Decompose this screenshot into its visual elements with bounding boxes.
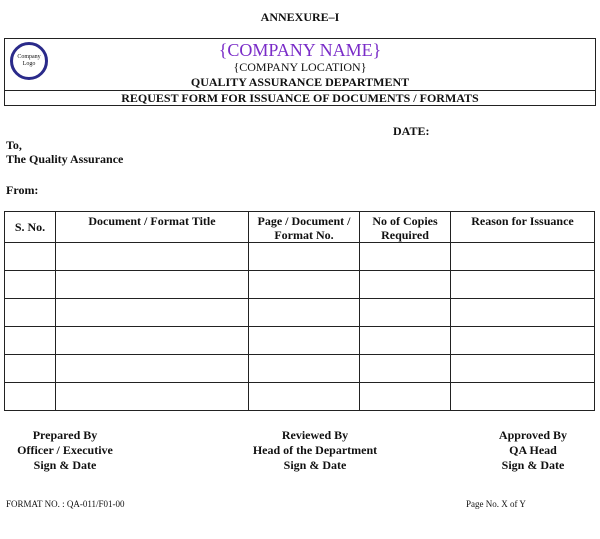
column-header-page-format-no — [249, 212, 360, 243]
table-row — [5, 299, 595, 327]
company-location: {COMPANY LOCATION} — [233, 60, 367, 74]
table-header-row — [5, 212, 595, 243]
table-cell[interactable] — [56, 327, 249, 355]
table-cell[interactable] — [360, 383, 451, 411]
table-cell[interactable] — [5, 271, 56, 299]
signature-sign-date: Sign & Date — [501, 458, 565, 472]
table-cell[interactable] — [360, 327, 451, 355]
signature-sign-date: Sign & Date — [283, 458, 347, 472]
documents-table — [4, 211, 595, 411]
signature-approved-by — [468, 428, 598, 473]
table-cell[interactable] — [56, 243, 249, 271]
logo-text-line2: Logo — [22, 61, 36, 67]
header-box — [4, 38, 596, 106]
table-cell[interactable] — [56, 299, 249, 327]
department-name: QUALITY ASSURANCE DEPARTMENT — [190, 75, 410, 89]
header-text-line1: Page / Document / — [257, 214, 351, 228]
column-header-copies — [360, 212, 451, 243]
table-cell[interactable] — [249, 299, 360, 327]
table-cell[interactable] — [360, 299, 451, 327]
header-text-line1: No of Copies — [372, 214, 438, 228]
table-cell[interactable] — [56, 355, 249, 383]
column-header-title — [56, 212, 249, 243]
table-cell[interactable] — [360, 355, 451, 383]
table-cell[interactable] — [5, 299, 56, 327]
format-number: FORMAT NO. : QA-011/F01-00 — [6, 499, 125, 509]
table-row — [5, 243, 595, 271]
table-cell[interactable] — [249, 383, 360, 411]
signature-title: Reviewed By — [281, 428, 349, 442]
signature-title: Prepared By — [32, 428, 98, 442]
table-cell[interactable] — [56, 271, 249, 299]
date-label: DATE: — [393, 124, 430, 138]
to-label: To, — [6, 138, 22, 152]
table-cell[interactable] — [451, 299, 595, 327]
table-row — [5, 383, 595, 411]
form-title: REQUEST FORM FOR ISSUANCE OF DOCUMENTS / FORMATS — [121, 91, 479, 105]
table-row — [5, 271, 595, 299]
column-header-sno — [5, 212, 56, 243]
signature-role: Head of the Department — [252, 443, 378, 457]
table-cell[interactable] — [5, 383, 56, 411]
signature-role: QA Head — [509, 443, 557, 457]
header-text: Document / Format Title — [88, 214, 216, 228]
table-cell[interactable] — [451, 383, 595, 411]
table-cell[interactable] — [249, 271, 360, 299]
table-cell[interactable] — [249, 327, 360, 355]
table-cell[interactable] — [5, 243, 56, 271]
column-header-reason — [451, 212, 595, 243]
table-cell[interactable] — [5, 327, 56, 355]
table-cell[interactable] — [451, 327, 595, 355]
page-number: Page No. X of Y — [466, 499, 526, 509]
signature-role: Officer / Executive — [17, 443, 113, 457]
table-cell[interactable] — [360, 271, 451, 299]
header-text-line2: Required — [381, 228, 429, 242]
table-cell[interactable] — [360, 243, 451, 271]
table-cell[interactable] — [56, 383, 249, 411]
signature-sign-date: Sign & Date — [33, 458, 97, 472]
to-recipient: The Quality Assurance — [6, 152, 124, 166]
header-text: Reason for Issuance — [471, 214, 574, 228]
table-cell[interactable] — [451, 355, 595, 383]
table-cell[interactable] — [451, 271, 595, 299]
signature-prepared-by — [0, 428, 130, 473]
annexure-title: ANNEXURE–I — [260, 10, 340, 24]
table-cell[interactable] — [451, 243, 595, 271]
from-label: From: — [6, 183, 39, 197]
table-cell[interactable] — [249, 243, 360, 271]
table-row — [5, 327, 595, 355]
header-text: S. No. — [14, 220, 46, 234]
logo-text-line1: Company — [17, 54, 41, 60]
signature-title: Approved By — [498, 428, 568, 442]
table-cell[interactable] — [5, 355, 56, 383]
table-cell[interactable] — [249, 355, 360, 383]
company-name: {COMPANY NAME} — [218, 40, 382, 60]
table-row — [5, 355, 595, 383]
signature-reviewed-by — [220, 428, 410, 473]
header-text-line2: Format No. — [274, 228, 334, 242]
